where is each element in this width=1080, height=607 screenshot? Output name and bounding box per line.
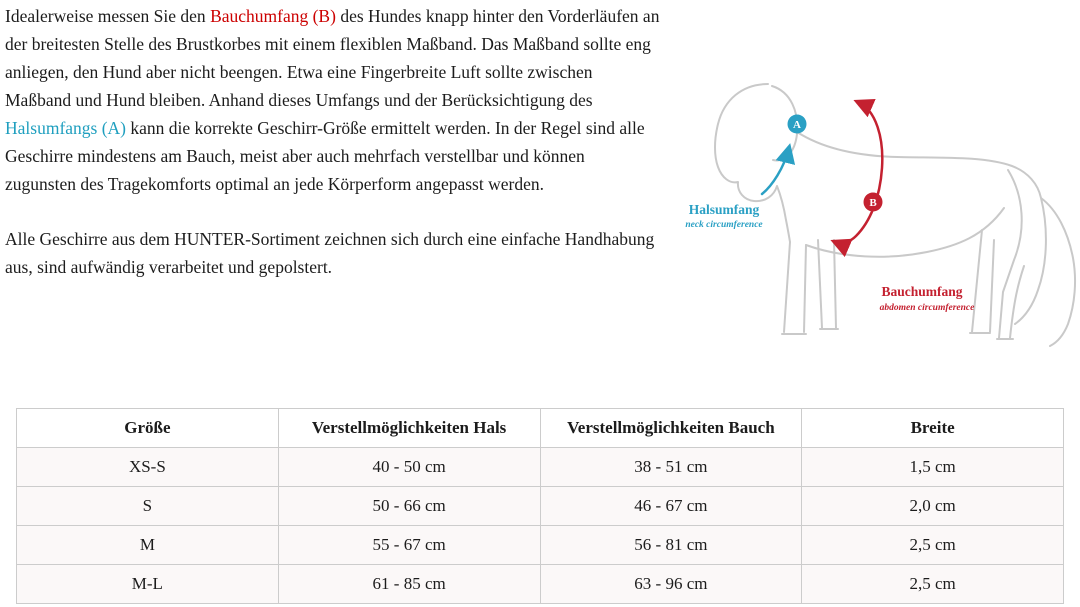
neck-measure-arrow xyxy=(762,148,789,194)
table-cell: 56 - 81 cm xyxy=(540,526,802,565)
table-cell: 50 - 66 cm xyxy=(278,487,540,526)
neck-marker xyxy=(788,115,807,134)
table-header-row xyxy=(17,409,1064,448)
table-cell: S xyxy=(17,487,279,526)
table-cell: 2,5 cm xyxy=(802,526,1064,565)
text-segment: Idealerweise messen Sie den xyxy=(5,6,211,26)
table-row xyxy=(17,565,1064,604)
table-cell: 2,5 cm xyxy=(802,565,1064,604)
table-cell: M-L xyxy=(17,565,279,604)
table-cell: 2,0 cm xyxy=(802,487,1064,526)
table-header-cell-belly: Verstellmöglichkeiten Bauch xyxy=(540,409,802,448)
dog-measurement-diagram xyxy=(672,70,1080,370)
belly-label xyxy=(880,284,976,313)
neck-label-text: Halsumfang xyxy=(688,202,760,217)
dog-legs-path xyxy=(782,170,1024,339)
belly-sublabel-text: abdomen circumference xyxy=(879,303,975,313)
table-cell: 46 - 67 cm xyxy=(540,487,802,526)
size-table xyxy=(16,408,1064,604)
belly-circumference-link[interactable]: Bauchumfang (B) xyxy=(210,6,336,26)
belly-label-text: Bauchumfang xyxy=(881,284,963,299)
belly-measure-arrow xyxy=(835,102,882,243)
neck-label xyxy=(685,202,763,230)
description xyxy=(5,2,660,281)
table-cell: XS-S xyxy=(17,448,279,487)
table-row xyxy=(17,448,1064,487)
paragraph-hunter: Alle Geschirre aus dem HUNTER-Sortiment zeichnen sich durch eine einfache Handhabung aus, sind aufwändig verarbeitet und gepolstert. xyxy=(5,229,655,277)
paragraph-measuring xyxy=(5,2,660,198)
belly-marker xyxy=(864,193,883,212)
neck-marker-letter: A xyxy=(793,119,801,131)
table-cell: 55 - 67 cm xyxy=(278,526,540,565)
belly-marker-letter: B xyxy=(869,197,877,209)
table-cell: 63 - 96 cm xyxy=(540,565,802,604)
table-cell: 40 - 50 cm xyxy=(278,448,540,487)
table-cell: 1,5 cm xyxy=(802,448,1064,487)
text-segment: kann die korrekte Geschirr-Größe ermittelt werden. In der Regel sind alle Geschirre mindestens am Bauch, meist aber auch mehrfach verstellbar und können zugunsten des Tragekomforts optimal an jede Körperform angepasst werden. xyxy=(5,118,645,194)
table-header-cell-size: Größe xyxy=(17,409,279,448)
neck-circumference-link[interactable]: Halsumfangs (A) xyxy=(5,118,127,138)
table-cell: 38 - 51 cm xyxy=(540,448,802,487)
text-segment: des Hundes knapp hinter den Vorderläufen an der breitesten Stelle des Brustkorbes mit einem flexiblen Maßband. Das Maßband sollte eng anliegen, den Hund aber nicht beengen. Etwa eine Fingerbreite Luft sollte zwischen Maßband und Hund bleiben. Anhand dieses Umfangs und der Berücksichtigung des xyxy=(5,6,660,110)
table-header-cell-neck: Verstellmöglichkeiten Hals xyxy=(278,409,540,448)
table-header-cell-width: Breite xyxy=(802,409,1064,448)
table-row xyxy=(17,487,1064,526)
table-cell: M xyxy=(17,526,279,565)
dog-body-path xyxy=(797,132,1075,346)
table-row xyxy=(17,526,1064,565)
table-cell: 61 - 85 cm xyxy=(278,565,540,604)
neck-sublabel-text: neck circumference xyxy=(685,220,763,230)
